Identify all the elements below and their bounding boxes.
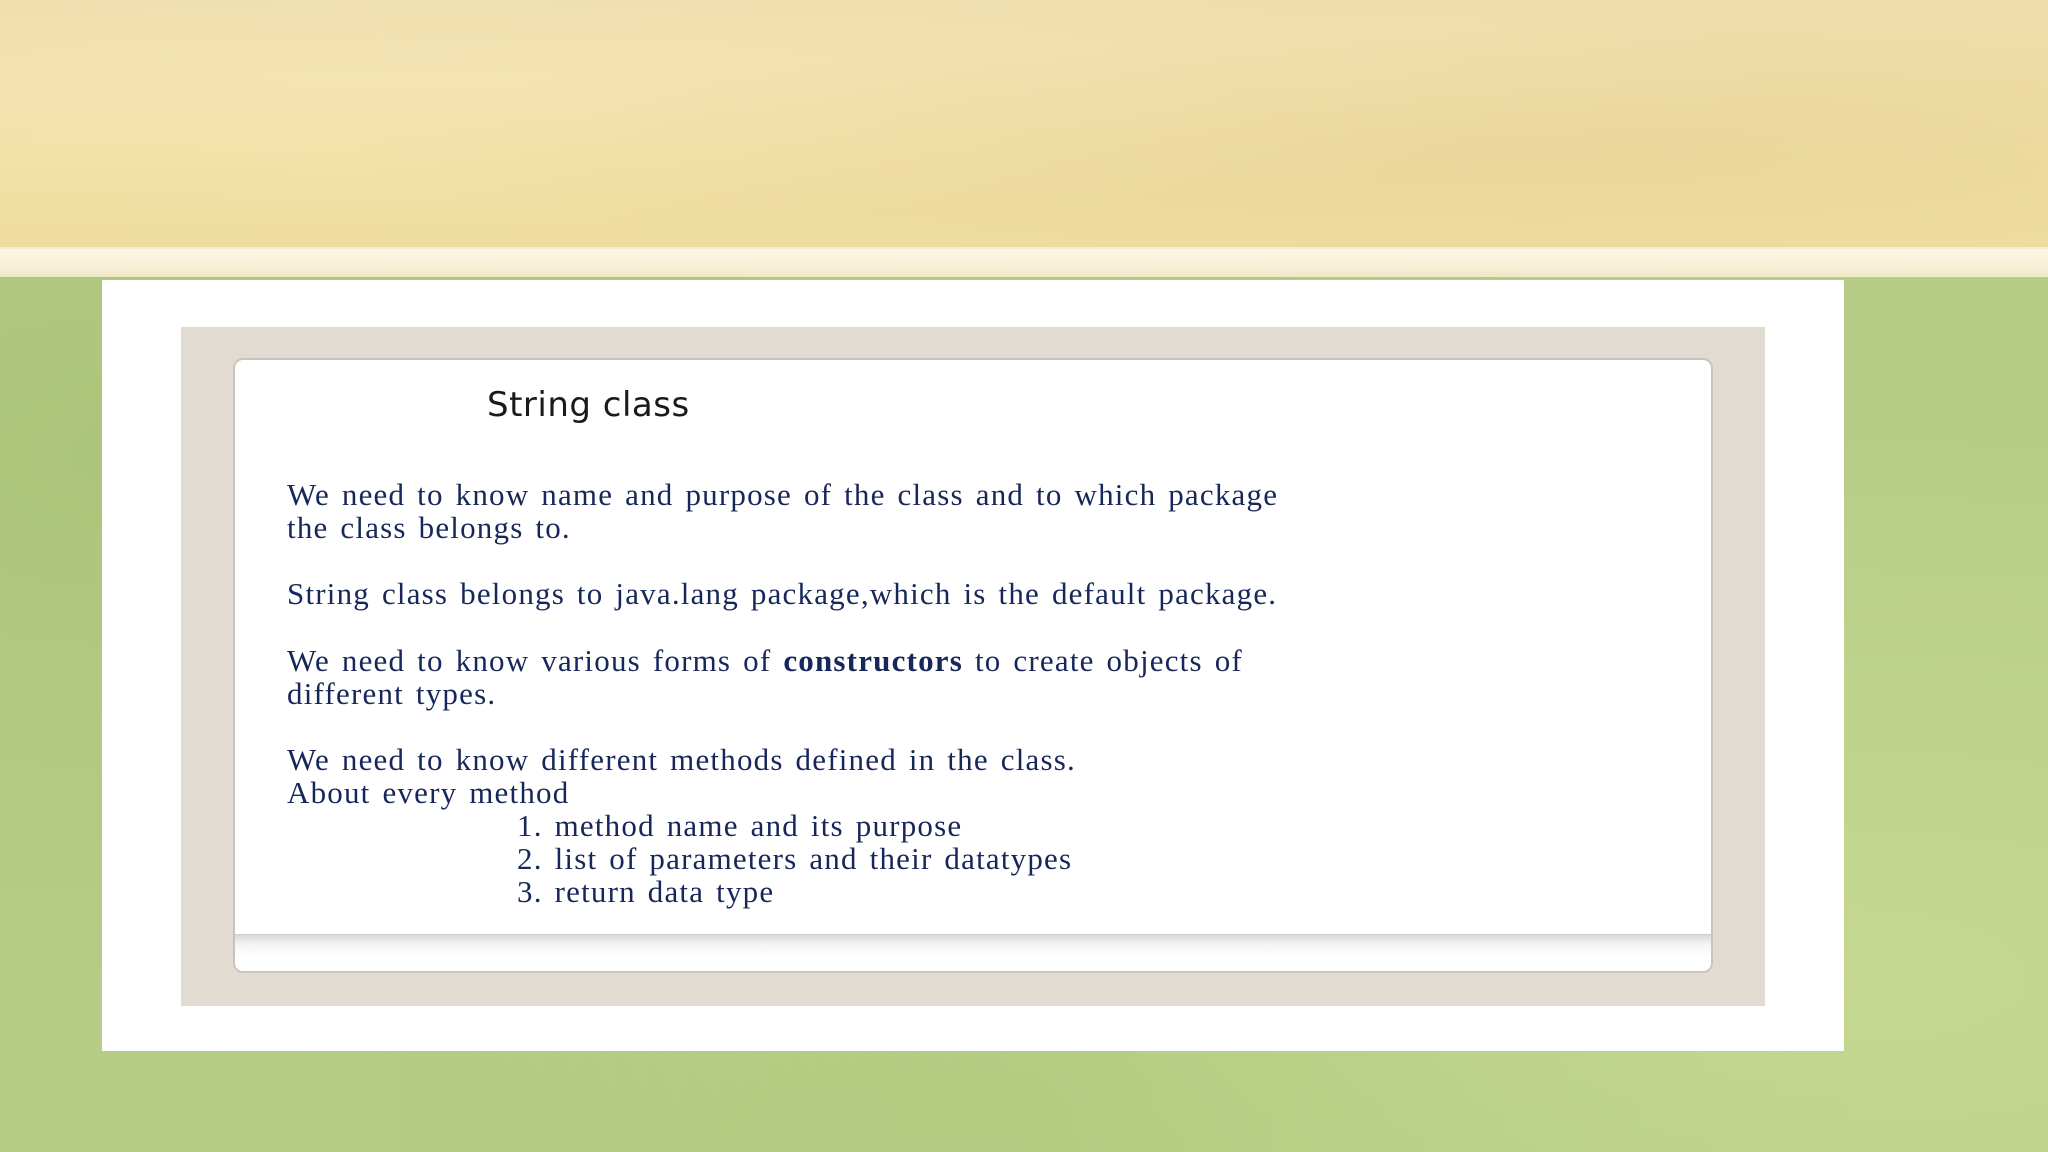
paragraph-line: the class belongs to. [287, 510, 571, 545]
paragraph-class-name-purpose [287, 478, 1278, 544]
method-points-list [517, 809, 1072, 908]
paragraph-constructors [287, 644, 1243, 710]
slide-title: String class [487, 385, 690, 425]
list-item: 2. list of parameters and their datatypes [517, 841, 1073, 876]
background-top-paper [0, 0, 2048, 250]
paragraph-line: We need to know name and purpose of the class and to which package [287, 477, 1279, 512]
list-item: 1. method name and its purpose [517, 808, 963, 843]
paragraph-java-lang-package: String class belongs to java.lang package,which is the default package. [287, 576, 1278, 611]
paragraph-text: to create objects of [963, 643, 1243, 678]
list-item: 3. return data type [517, 874, 775, 909]
panel-bottom-bar [235, 934, 1711, 971]
paragraph-line: We need to know different methods defined in the class. [287, 742, 1076, 777]
paragraph-text: We need to know various forms of [287, 643, 784, 678]
paragraph-methods [287, 743, 1076, 809]
background-divider-strip [0, 247, 2048, 279]
paragraph-line: different types. [287, 676, 497, 711]
paragraph-line: About every method [287, 775, 570, 810]
constructors-keyword: constructors [783, 643, 964, 678]
